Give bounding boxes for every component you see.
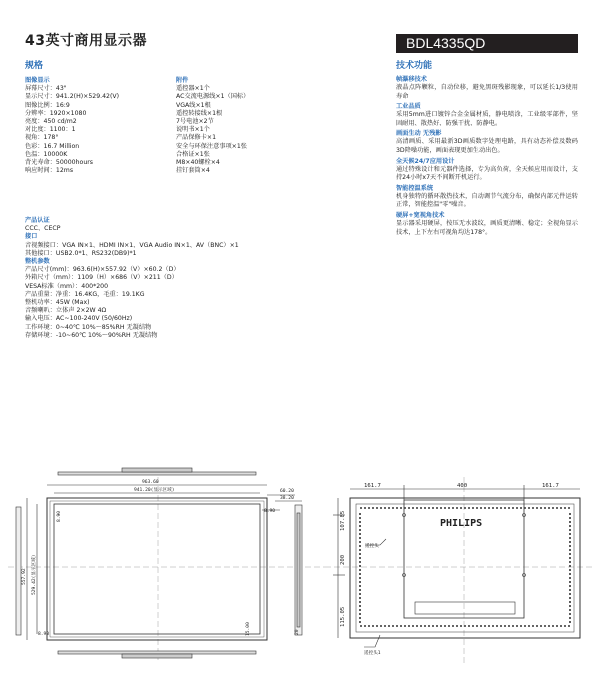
back-dim-top-offset: 107.85 bbox=[340, 510, 346, 531]
feature-title: 硬屏+宽视角技术 bbox=[396, 211, 445, 219]
model-badge: BDL4335QD bbox=[396, 34, 578, 53]
feature-title: 智能控温系统 bbox=[396, 184, 434, 192]
cert-label: 产品认证 bbox=[25, 217, 50, 224]
group-label: 图像显示 bbox=[25, 77, 50, 84]
feature-body: 高清画质、采用最新3D画质数字处理电路，具有动态补偿及数码3D降噪功能，画面表现更加生动出色。 bbox=[396, 138, 578, 154]
params-list bbox=[25, 266, 239, 340]
back-view bbox=[325, 477, 594, 665]
spec-line: 显示尺寸：941.2(H)×529.42(V) bbox=[25, 93, 120, 101]
spec-line: 产品尺寸(mm)：963.6(H)×557.92（V）×60.2（D） bbox=[25, 266, 180, 274]
page-title: 43英寸商用显示器 bbox=[25, 33, 147, 49]
ir-label: 遥控头 bbox=[365, 544, 379, 549]
group-label: 附件 bbox=[176, 77, 189, 84]
spec-line: 整机功率：45W (Max) bbox=[25, 299, 90, 307]
spec-line: 遥控转接线×1根 bbox=[176, 109, 223, 117]
front-dim-bezel-right: 8.90 bbox=[264, 509, 276, 514]
spec-line: 7号电池×2节 bbox=[176, 118, 214, 126]
feature-body: 采用5mm进口镀锌合金金属材质，静电喷涂，工业级零部件，坚固耐用、散热好、防强干扰、防静电。 bbox=[396, 111, 578, 127]
technical-drawing bbox=[0, 455, 594, 680]
front-dim-display-width: 941.20(显示区域) bbox=[134, 488, 175, 493]
feature-body: 显示器采用硬屏，按压无水波纹，画质更清晰、稳定；全视角显示技术，上下左右可视角均达178°。 bbox=[396, 219, 578, 236]
interface-label: 接口 bbox=[25, 233, 38, 241]
spec-line: 色彩：16.7 Million bbox=[25, 142, 80, 150]
feature-body: 机身独特的循环散热技术，自动调节气流分布，确保内部元件运转正常，智能控温"零"噪音。 bbox=[396, 192, 578, 209]
ir-label-2: 遥控头1 bbox=[364, 651, 381, 656]
front-dim-display-height: 529.42(显示区域) bbox=[32, 554, 37, 595]
spec-line: VGA线×1根 bbox=[176, 101, 211, 109]
spec-line: 音频喇叭：立体声 2×2W 4Ω bbox=[25, 307, 107, 315]
feature-title: 帧瀑移技术 bbox=[396, 76, 427, 83]
front-dim-bottom-right: 15.00 bbox=[246, 622, 251, 636]
spec-line: 挂钉套筒×4 bbox=[176, 167, 210, 175]
back-dim-mid: 400 bbox=[457, 483, 468, 489]
front-dim-height: 557.92 bbox=[22, 568, 27, 585]
spec-line: 存储环境：-10~60℃ 10%～90%RH 无凝结物 bbox=[25, 331, 158, 339]
front-view bbox=[8, 468, 325, 660]
feature-body: 液晶点阵颗粒，自动位移，避免黑斑残影现象，可以延长1/3使用寿命 bbox=[396, 84, 578, 100]
spec-line: 合格证×1张 bbox=[176, 150, 210, 158]
back-dim-left: 161.7 bbox=[364, 483, 381, 489]
spec-line: 视角：178° bbox=[25, 134, 59, 142]
back-dims bbox=[340, 483, 559, 627]
features-list bbox=[396, 74, 578, 238]
feature-title: 全天候24/7应用设计 bbox=[396, 157, 455, 165]
spec-line: 对比度：1100：1 bbox=[25, 126, 76, 134]
spec-heading: 规格 bbox=[25, 61, 44, 71]
spec-line: 说明书×1个 bbox=[176, 126, 210, 134]
spec-line: 产品重量：净重：16.4KG，毛重：19.1KG bbox=[25, 290, 145, 298]
front-dim-side: 20 bbox=[295, 629, 300, 635]
back-dim-bottom-offset: 115.05 bbox=[340, 606, 346, 627]
spec-line: 音视频接口：VGA IN×1、HDMI IN×1、VGA Audio IN×1、AV（BNC）×1 bbox=[25, 241, 239, 249]
lower-spec bbox=[25, 217, 239, 340]
spec-line: 外箱尺寸（mm）：1109（H）×686（V）×211（D） bbox=[25, 274, 178, 282]
spec-line: 其他接口：USB2.0*1、RS232(DB9)*1 bbox=[25, 249, 137, 257]
front-dim-depth: 60.20 bbox=[280, 489, 294, 494]
spec-line: M8×40螺栓×4 bbox=[176, 159, 220, 167]
spec-line: 背光寿命：50000hours bbox=[25, 159, 94, 167]
front-dim-depth2: 38.20 bbox=[280, 496, 294, 501]
accessories-group bbox=[176, 77, 249, 175]
feature-title: 工业品质 bbox=[396, 103, 421, 111]
front-dim-bottom-left: 8.90 bbox=[38, 632, 50, 637]
spec-line: 输入电压：AC~100-240V (50/60Hz) bbox=[25, 315, 133, 323]
cert-value: CCC、CECP bbox=[25, 225, 61, 233]
spec-line: 安全与环保注意事项×1张 bbox=[176, 142, 247, 150]
spec-line: AC交流电源线×1（国标） bbox=[176, 93, 250, 101]
philips-logo: PHILIPS bbox=[440, 518, 483, 529]
front-dim-width: 963.60 bbox=[142, 480, 159, 485]
feature-body: 通过特殊设计和元器件选择，专为高负荷，全天候应用而设计，支持24小时x7天不间断开机运行。 bbox=[396, 165, 578, 182]
feature-title: 画面生动 无残影 bbox=[396, 130, 442, 138]
spec-line: 工作环境：0~40℃ 10%～85%RH 无凝结物 bbox=[25, 323, 152, 331]
image-spec-group bbox=[25, 77, 119, 175]
back-dim-vesa-v: 200 bbox=[340, 554, 346, 565]
accessories-list bbox=[176, 85, 249, 175]
spec-line: 响应时间：12ms bbox=[25, 167, 74, 175]
spec-line: 产品保修卡×1 bbox=[176, 134, 217, 142]
params-label: 整机参数 bbox=[25, 258, 50, 266]
spec-line: 分辨率：1920×1080 bbox=[25, 109, 87, 117]
image-spec-list bbox=[25, 85, 119, 175]
front-dim-bezel-top: 8.90 bbox=[57, 510, 62, 522]
spec-line: 图像比例：16:9 bbox=[25, 101, 70, 109]
features-heading: 技术功能 bbox=[396, 61, 433, 71]
spec-line: 色温：10000K bbox=[25, 150, 68, 158]
spec-line: VESA标准（mm）：400*200 bbox=[25, 282, 109, 290]
back-dim-right: 161.7 bbox=[542, 483, 559, 489]
front-dims bbox=[21, 479, 300, 637]
spec-line: 屏幕尺寸：43" bbox=[25, 85, 67, 93]
spec-line: 遥控器×1个 bbox=[176, 85, 210, 93]
spec-line: 亮度：450 cd/m2 bbox=[25, 118, 77, 126]
interface-list bbox=[25, 242, 239, 258]
